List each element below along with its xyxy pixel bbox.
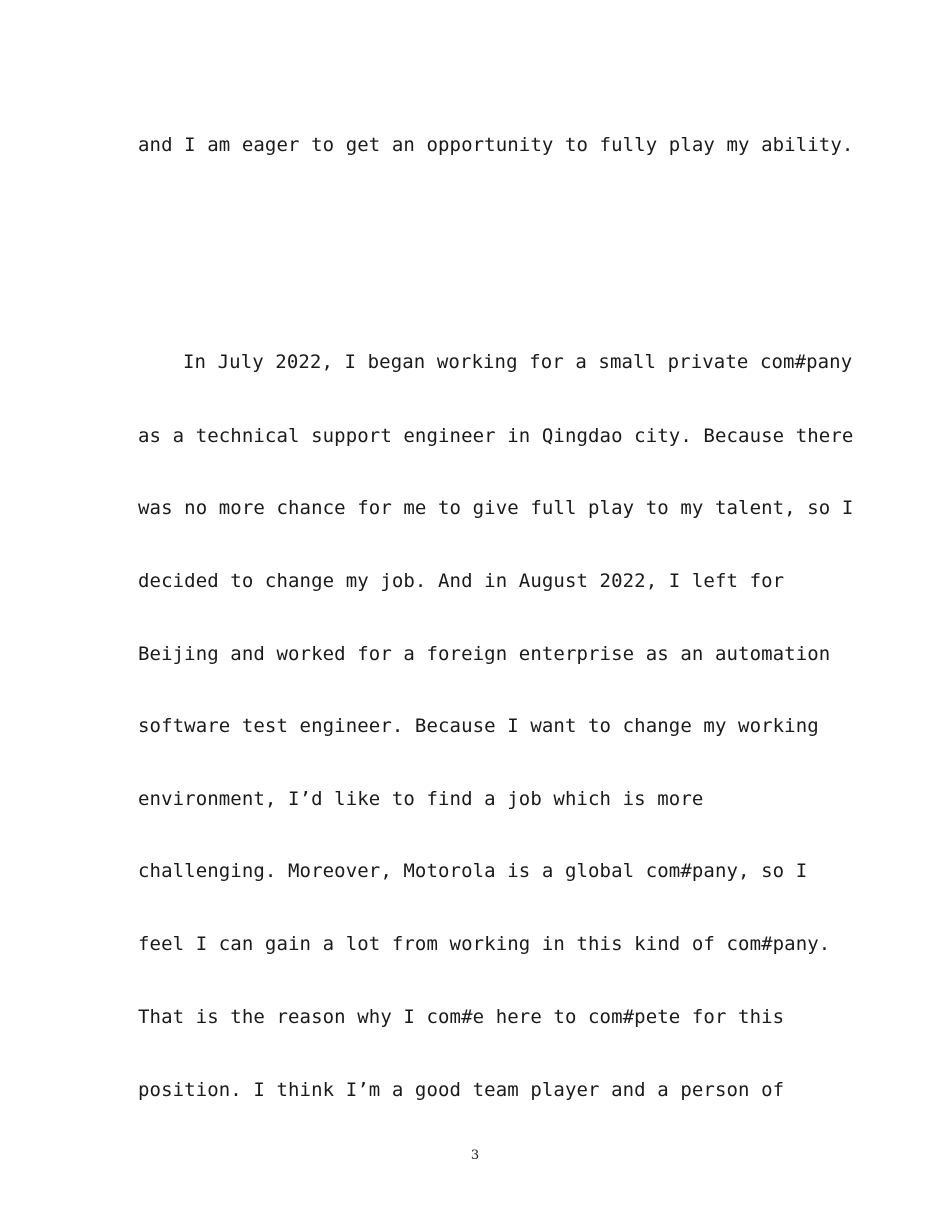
paragraph-2-line-2: as a technical support engineer in Qingdao city. Because there	[138, 425, 854, 447]
paragraph-2-line-3: was no more chance for me to give full play to my talent, so I	[138, 497, 854, 519]
paragraph-2-line-8: challenging. Moreover, Motorola is a global com#pany, so I	[138, 860, 808, 882]
paragraph-2-line-6: software test engineer. Because I want to change my working	[138, 715, 819, 737]
paragraph-2-line-4: decided to change my job. And in August 2022, I left for	[138, 570, 785, 592]
page-number: 3	[470, 1148, 480, 1163]
paragraph-2-line-10: That is the reason why I com#e here to com#pete for this	[138, 1006, 785, 1028]
paragraph-2-line-1: In July 2022, I began working for a small private com#pany	[183, 351, 853, 373]
paragraph-2-line-7: environment, I’d like to find a job which is more	[138, 788, 704, 810]
paragraph-2-line-9: feel I can gain a lot from working in this kind of com#pany.	[138, 933, 831, 955]
paragraph-2-line-11: position. I think I’m a good team player and a person of	[138, 1079, 785, 1101]
paragraph-1-line-1: and I am eager to get an opportunity to fully play my ability.	[138, 134, 854, 156]
paragraph-2-line-5: Beijing and worked for a foreign enterprise as an automation	[138, 643, 831, 665]
